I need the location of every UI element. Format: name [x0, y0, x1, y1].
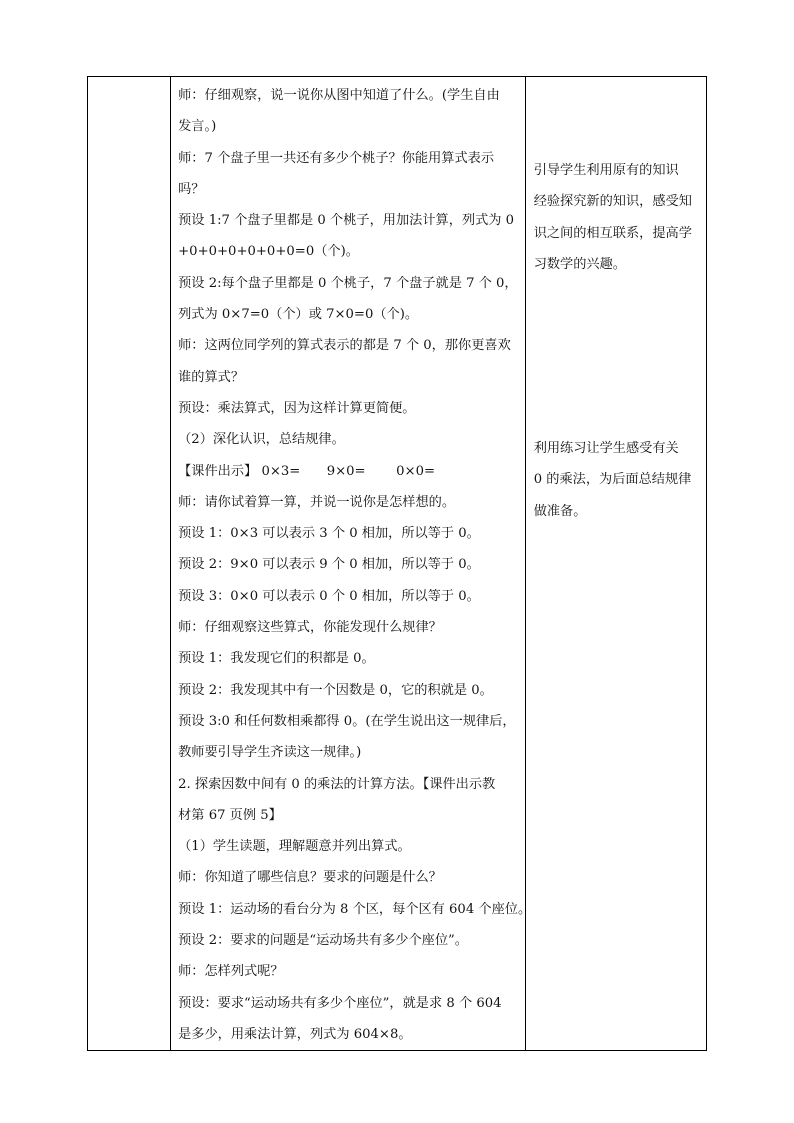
- process-line: 发言。): [178, 119, 217, 135]
- note-line: 做准备。: [533, 503, 587, 519]
- process-line: 预设 1：运动场的看台分为 8 个区，每个区有 604 个座位。: [178, 901, 532, 917]
- process-line: 预设 2：要求的问题是“运动场共有多少个座位”。: [178, 933, 468, 949]
- design-note: [534, 433, 702, 527]
- process-line: 预设 3:0 和任何数相乘都得 0。(在学生说出这一规律后，: [178, 713, 516, 729]
- note-line: 利用练习让学生感受有关: [533, 441, 679, 456]
- stage-cell: [88, 77, 171, 1051]
- process-line: （2）深化认识，总结规律。: [178, 432, 345, 448]
- process-line: 预设 3：0×0 可以表示 0 个 0 相加，所以等于 0。: [178, 588, 480, 604]
- lesson-plan-table: [87, 76, 707, 1051]
- process-line: 预设 2：我发现其中有一个因数是 0，它的积就是 0。: [178, 682, 493, 698]
- process-line: 教师要引导学生齐读这一规律。): [178, 745, 362, 761]
- process-line: 师：仔细观察这些算式，你能发现什么规律？: [178, 620, 442, 636]
- process-line: +0+0+0+0+0+0=0（个)。: [178, 244, 359, 260]
- process-line: 吗？: [178, 181, 205, 197]
- process-line: （1）学生读题，理解题意并列出算式。: [178, 839, 411, 855]
- process-line: 列式为 0×7=0（个）或 7×0=0（个)。: [178, 307, 419, 323]
- process-line: 材第 67 页例 5】: [178, 807, 282, 823]
- process-line: 预设 2:每个盘子里都是 0 个桃子，7 个盘子就是 7 个 0，: [178, 275, 518, 291]
- note-line: 0 的乘法，为后面总结规律: [533, 472, 692, 488]
- process-line: 师：这两位同学列的算式表示的都是 7 个 0，那你更喜欢: [178, 338, 511, 354]
- process-line: 预设 1：我发现它们的积都是 0。: [178, 651, 375, 667]
- design-note: [534, 155, 702, 280]
- process-line: 师：7 个盘子里一共还有多少个桃子？你能用算式表示: [178, 150, 495, 166]
- process-line: 谁的算式？: [178, 369, 245, 385]
- process-line: 2. 探索因数中间有 0 的乘法的计算方法。【课件出示教: [178, 776, 496, 792]
- design-intent-cell: [525, 77, 706, 1051]
- process-line: 【课件出示】 0×3= 9×0= 0×0=: [178, 463, 436, 479]
- teaching-process-cell: [171, 77, 532, 1051]
- process-line: 预设：乘法算式，因为这样计算更简便。: [178, 400, 416, 416]
- process-line: 师：请你试着算一算，并说一说你是怎样想的。: [178, 494, 456, 510]
- process-line: 预设 2：9×0 可以表示 9 个 0 相加，所以等于 0。: [178, 557, 480, 573]
- note-line: 引导学生利用原有的知识: [533, 163, 679, 178]
- table-row: [88, 77, 707, 1051]
- note-line: 识之间的相互联系，提高学: [533, 225, 692, 241]
- process-line: 预设：要求“运动场共有多少个座位”，就是求 8 个 604: [178, 995, 502, 1011]
- process-line: 预设 1：0×3 可以表示 3 个 0 相加，所以等于 0。: [178, 526, 480, 542]
- process-line: 预设 1:7 个盘子里都是 0 个桃子，用加法计算，列式为 0: [178, 213, 515, 229]
- process-line: 是多少，用乘法计算，列式为 604×8。: [178, 1026, 412, 1042]
- note-line: 经验探究新的知识，感受知: [533, 194, 692, 210]
- process-line: 师：仔细观察，说一说你从图中知道了什么。(学生自由: [178, 88, 500, 103]
- process-text: [178, 80, 532, 1050]
- process-line: 师：怎样列式呢？: [178, 964, 284, 980]
- process-line: 师：你知道了哪些信息？要求的问题是什么？: [178, 870, 442, 886]
- note-line: 习数学的兴趣。: [533, 256, 626, 272]
